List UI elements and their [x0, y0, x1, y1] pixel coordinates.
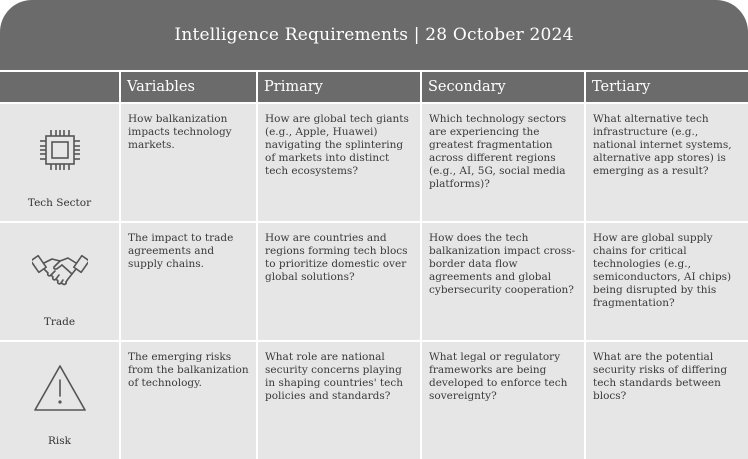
- table-cell: What legal or regulatory frameworks are being developed to enforce tech sovereignty?: [422, 342, 584, 459]
- column-header-variables: Variables: [121, 72, 256, 102]
- row-label-tech-sector: [0, 104, 119, 221]
- table-cell: How are global supply chains for critical technologies (e.g., semiconductors, AI chips) being disrupted by this fragmentation?: [586, 223, 748, 340]
- table-cell: What role are national security concerns playing in shaping countries' tech policies and standards?: [258, 342, 420, 459]
- row-label-text: Tech Sector: [27, 197, 92, 209]
- row-label-trade: [0, 223, 119, 340]
- requirements-table: [0, 72, 748, 455]
- table-cell: The emerging risks from the balkanization of technology.: [121, 342, 256, 459]
- row-label-text: Trade: [43, 316, 76, 328]
- table-cell: Which technology sectors are experiencing the greatest fragmentation across different regions (e.g., AI, 5G, social media platforms)?: [422, 104, 584, 221]
- table-cell: What alternative tech infrastructure (e.g., national internet systems, alternative app stores) is emerging as a result?: [586, 104, 748, 221]
- handshake-icon: [30, 239, 90, 299]
- table-cell: How are countries and regions forming tech blocs to prioritize domestic over global solutions?: [258, 223, 420, 340]
- row-label-risk: [0, 342, 119, 459]
- table-cell: How balkanization impacts technology markets.: [121, 104, 256, 221]
- warning-triangle-icon: [30, 358, 90, 418]
- table-cell: How are global tech giants (e.g., Apple, Huawei) navigating the splintering of markets into distinct tech ecosystems?: [258, 104, 420, 221]
- column-header-tertiary: Tertiary: [586, 72, 748, 102]
- table-cell: What are the potential security risks of differing tech standards between blocs?: [586, 342, 748, 459]
- row-label-text: Risk: [47, 435, 71, 447]
- table-cell: The impact to trade agreements and supply chains.: [121, 223, 256, 340]
- column-header-primary: Primary: [258, 72, 420, 102]
- cpu-chip-icon: [30, 120, 90, 180]
- table-cell: How does the tech balkanization impact cross-border data flow agreements and global cybersecurity cooperation?: [422, 223, 584, 340]
- title-banner: [0, 0, 748, 70]
- column-header-secondary: Secondary: [422, 72, 584, 102]
- header-corner: [0, 72, 119, 102]
- page-title: Intelligence Requirements | 28 October 2024: [174, 25, 574, 45]
